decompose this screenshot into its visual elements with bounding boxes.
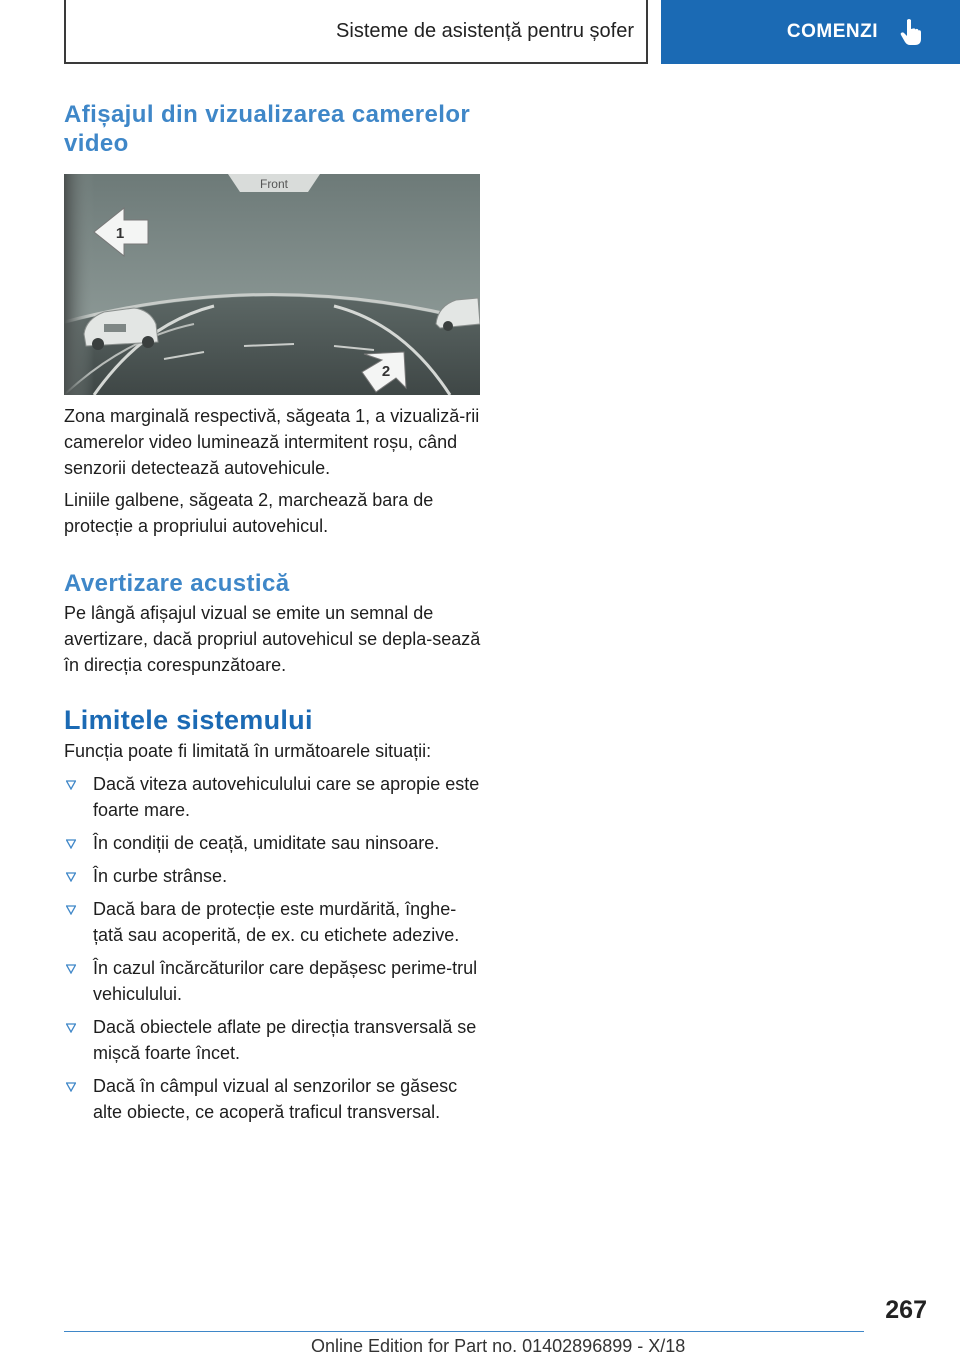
hand-pointer-icon: [900, 18, 922, 46]
camera-view-image: [64, 174, 480, 395]
limits-heading: Limitele sistemului: [64, 705, 313, 735]
camera-view-heading: Afișajul din vizualizarea camerelor video: [64, 101, 471, 157]
list-item: [64, 1073, 482, 1125]
acoustic-heading: Avertizare acustică: [64, 570, 290, 597]
triangle-bullet-icon: [66, 905, 76, 915]
triangle-bullet-icon: [66, 872, 76, 882]
triangle-bullet-icon: [66, 964, 76, 974]
list-item: [64, 955, 482, 1007]
list-item-text: Dacă în câmpul vizual al senzorilor se găsesc alte obiecte, ce acoperă traficul transversal.: [93, 1076, 458, 1122]
triangle-bullet-icon: [66, 839, 76, 849]
acoustic-text: Pe lângă afișajul vizual se emite un semnal de avertizare, dacă propriul autovehicul se depla‐sează în direcția corespunzătoare.: [64, 603, 481, 675]
list-item-text: În cazul încărcăturilor care depășesc perime‐trul vehiculului.: [93, 958, 478, 1004]
paragraph-2: Liniile galbene, săgeata 2, marchează bara de protecție a propriului autovehicul.: [64, 490, 434, 536]
tab-comenzi[interactable]: [661, 0, 960, 64]
page-number: 267: [885, 1296, 927, 1324]
limits-list: [64, 771, 482, 1125]
list-item-text: În condiții de ceață, umiditate sau ninsoare.: [93, 833, 440, 853]
footer-divider: [64, 1331, 864, 1332]
list-item-text: Dacă obiectele aflate pe direcția transversală se mișcă foarte încet.: [93, 1017, 477, 1063]
header-section-box: [64, 0, 648, 64]
triangle-bullet-icon: [66, 1082, 76, 1092]
footer-edition: Online Edition for Part no. 01402896899 - X/18: [311, 1336, 686, 1356]
triangle-bullet-icon: [66, 780, 76, 790]
list-item: [64, 863, 482, 889]
main-content: [64, 100, 482, 1132]
list-item-text: Dacă viteza autovehiculului care se apropie este foarte mare.: [93, 774, 480, 820]
paragraph-1: Zona marginală respectivă, săgeata 1, a vizualiză‐rii camerelor video luminează intermitent roșu, când senzorii detectează autovehicule.: [64, 406, 480, 478]
front-label: Front: [259, 177, 289, 191]
list-item-text: Dacă bara de protecție este murdărită, înghe‐țată sau acoperită, de ex. cu etichete adezive.: [93, 899, 460, 945]
list-item: [64, 771, 482, 823]
triangle-bullet-icon: [66, 1023, 76, 1033]
list-item: [64, 1014, 482, 1066]
list-item: [64, 896, 482, 948]
header-section-title: Sisteme de asistență pentru șofer: [336, 19, 634, 42]
limits-intro: Funcția poate fi limitată în următoarele situații:: [64, 741, 432, 761]
callout-1: 1: [115, 225, 125, 242]
callout-2: 2: [381, 363, 391, 380]
list-item: [64, 830, 482, 856]
list-item-text: În curbe strânse.: [93, 866, 228, 886]
tab-comenzi-label: COMENZI: [786, 21, 878, 42]
